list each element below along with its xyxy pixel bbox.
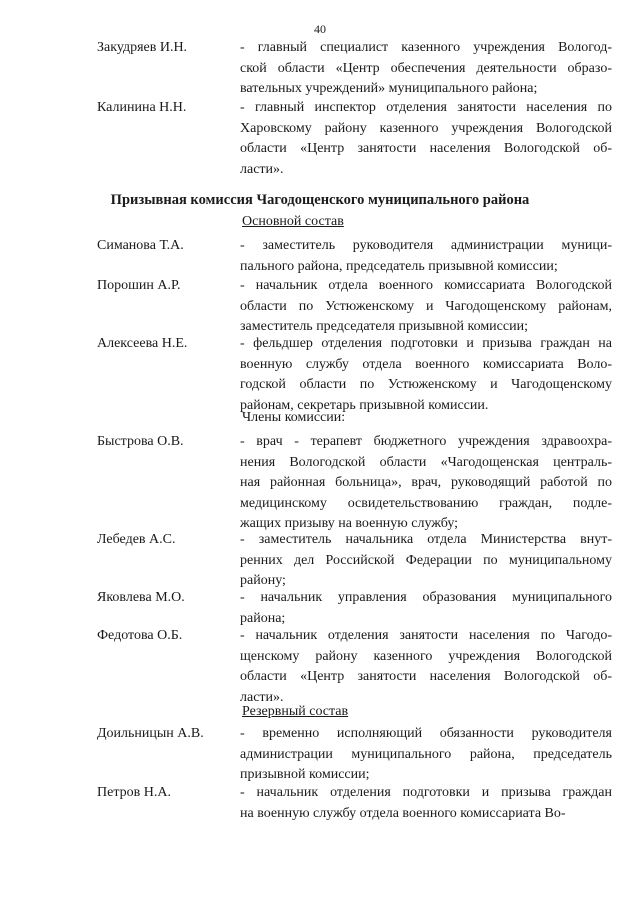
person-role (240, 334, 612, 416)
person-role (240, 236, 612, 277)
role-line: - врач - терапевт бюджетного учреждения здравоохра- (240, 434, 612, 449)
person-name: Калинина Н.Н. (97, 100, 187, 115)
role-line: - временно исполняющий обязанности руководителя (240, 726, 612, 741)
role-line: на военную службу отдела военного комиссариата Во- (240, 805, 566, 821)
role-line: годской области по Устюженскому и Чагодощенскому (240, 377, 612, 392)
page-number: 40 (314, 22, 326, 36)
role-line: ской области «Центр обеспечения деятельности образо- (240, 60, 612, 76)
person-name: Яковлева М.О. (97, 590, 185, 605)
person-role (240, 783, 612, 824)
role-line: - начальник управления образования муниципального (240, 590, 612, 605)
role-line: щенскому району казенного учреждения Вологодской (240, 648, 612, 664)
person-role (240, 38, 612, 100)
role-line: нения Вологодской области «Чагодощенская централь- (240, 454, 612, 470)
person-role (240, 98, 612, 180)
person-name: Закудряев И.Н. (97, 40, 188, 55)
person-name: Доильницын А.В. (97, 726, 204, 741)
person-role (240, 588, 612, 629)
role-line: ласти». (240, 689, 284, 705)
person-name: Лебедев А.С. (97, 532, 176, 547)
role-line: области по Устюженскому и Чагодощенскому районам, (240, 298, 612, 314)
person-name: Порошин А.Р. (97, 278, 181, 293)
main-composition-label: Основной состав (242, 214, 344, 229)
role-line: району; (240, 573, 286, 588)
role-line: призывной комиссии; (240, 767, 370, 782)
person-name: Петров Н.А. (97, 785, 171, 800)
role-line: области «Центр занятости населения Вологодской об- (240, 141, 612, 156)
role-line: ласти». (240, 161, 284, 177)
role-line: заместитель председателя призывной комиссии; (240, 319, 528, 334)
person-role (240, 276, 612, 338)
members-label: Члены комиссии: (242, 410, 346, 425)
role-line: - начальник отдела военного комиссариата Вологодской (240, 278, 612, 293)
role-line: - начальник отделения занятости населения по Чагодо- (240, 628, 612, 643)
role-line: ренних дел Российской Федерации по муниципальному (240, 552, 612, 568)
role-line: вательных учреждений» муниципального района; (240, 81, 538, 96)
person-name: Быстрова О.В. (97, 434, 184, 449)
person-name: Алексеева Н.Е. (97, 336, 188, 351)
role-line: района; (240, 610, 286, 626)
reserve-composition-label: Резервный состав (242, 704, 349, 719)
role-line: администрации муниципального района, председатель (240, 746, 612, 762)
role-line: - главный специалист казенного учреждения Вологод- (240, 40, 612, 55)
person-role (240, 530, 612, 592)
person-role (240, 432, 612, 535)
role-line: пального района, председатель призывной комиссии; (240, 258, 558, 274)
role-line: жащих призыву на военную службу; (240, 516, 459, 531)
person-name: Федотова О.Б. (97, 628, 183, 643)
role-line: медицинскому освидетельствованию граждан, подле- (240, 495, 612, 511)
role-line: области «Центр занятости населения Вологодской об- (240, 669, 612, 684)
role-line: районам, секретарь призывной комиссии. (240, 397, 489, 413)
person-name: Симанова Т.А. (97, 238, 184, 253)
role-line: - начальник отделения подготовки и призыва граждан (240, 785, 612, 800)
person-role (240, 724, 612, 786)
role-line: ная районная больница», врач, руководящий работой по (240, 475, 612, 490)
role-line: - фельдшер отделения подготовки и призыва граждан на (240, 336, 612, 351)
person-role (240, 626, 612, 708)
role-line: - заместитель руководителя администрации муници- (240, 238, 612, 253)
role-line: - заместитель начальника отдела Министерства внут- (240, 532, 612, 547)
role-line: - главный инспектор отделения занятости населения по (240, 100, 612, 115)
role-line: Харовскому району казенного учреждения Вологодской (240, 120, 612, 136)
role-line: военную службу отдела военного комиссариата Воло- (240, 356, 612, 372)
commission-title: Призывная комиссия Чагодощенского муниципального района (110, 192, 530, 208)
